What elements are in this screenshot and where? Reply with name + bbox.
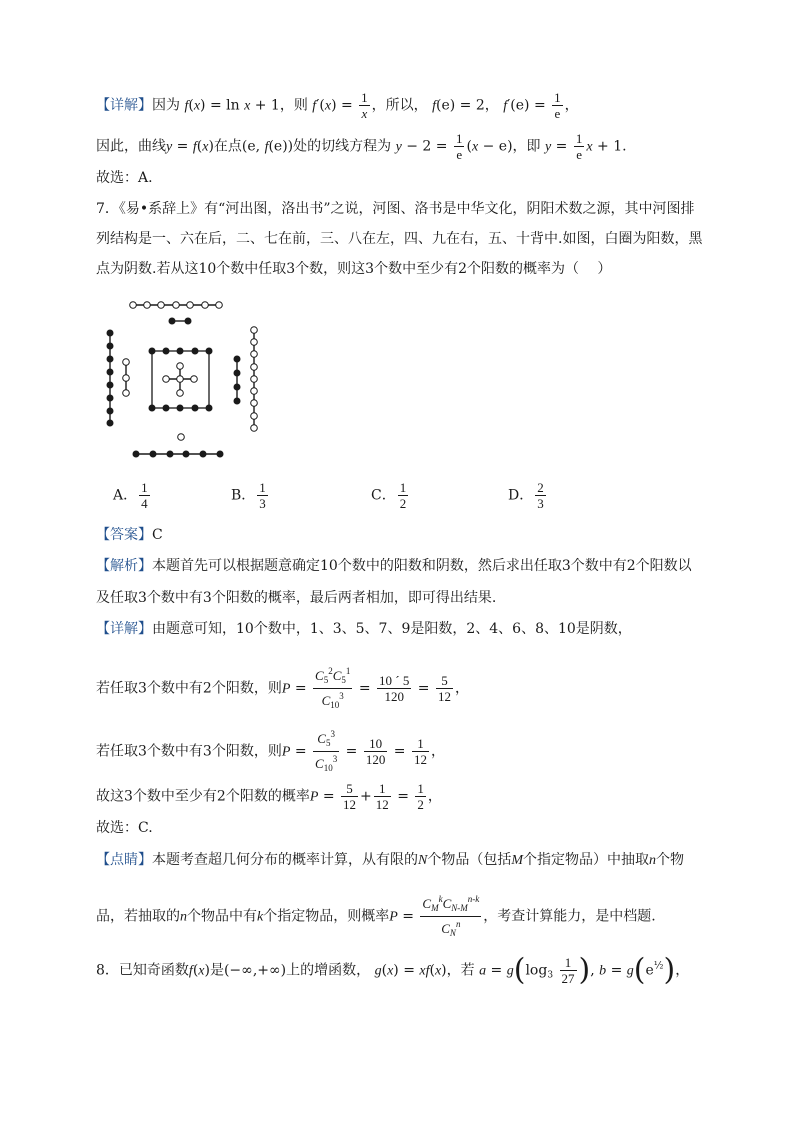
answer-line: 【答案】C xyxy=(96,527,163,543)
q7-stem-line1: 7．《易•系辞上》有“河出图，洛出书”之说，河图、洛书是中华文化，阴阳术数之源，其中河图排 xyxy=(96,201,695,217)
analysis-line2: 及任取3个数中有3个阳数的概率，最后两者相加，即可得出结果. xyxy=(96,590,497,606)
q7-stem-line2: 列结构是一、六在后，二、七在前，三、八在左，四、九在右，五、十背中.如图，白圈为阳数，黑 xyxy=(96,231,703,247)
comment-line2: 品，若抽取的n个物品中有k个指定物品，则概率P = $\frac{C_M^kC_{N-M}^{n-k}}{C_N^n}$ ，考查计算能力，是中档题. xyxy=(96,894,656,938)
q7-detail-line1: 【详解】由题意可知，10个数中，1、3、5、7、9是阳数，2、4、6、8、10是阴数， xyxy=(96,621,632,637)
detail-label: 【详解】 xyxy=(96,97,152,114)
q8-stem: 8．已知奇函数f(x)是(−∞,+∞)上的增函数， g(x) = xf(x)，若 $a = g(\log_3$ $\frac{1}{27}$ ), $b = g(e^{\frac{1}{2}})$， xyxy=(96,952,690,988)
comment-line1: 【点睛】本题考查超几何分布的概率计算，从有限的N个物品（包括M个指定物品）中抽取n个物 xyxy=(96,852,685,868)
hetu-diagram xyxy=(96,292,276,464)
q7-case2-line: 若任取3个数中有2个阳数，则P = $\frac{C_5^2C_5^1}{C_{10}^3}$ = $\frac{10 ´ 5}{120}$ = $\frac{5}{12}$ ， xyxy=(96,666,469,710)
left-black-chain xyxy=(107,330,114,427)
answer-value: C xyxy=(152,527,163,543)
bottom-white-dot xyxy=(178,434,185,441)
top-black-pair xyxy=(169,318,192,325)
q7-choice: 故选：C. xyxy=(96,820,153,836)
center-white-cross xyxy=(163,363,198,397)
right-white-chain xyxy=(251,327,258,432)
q6-detail-line: 【详解】因为 f(x) = ln x + 1，则 f′(x) = $\frac{1}{x}$ ，所以， f(e) = 2， f′(e) = $\frac{1}{e}$ ， xyxy=(96,90,579,121)
q7-stem-line3: 点为阴数.若从这10个数中任取3个数，则这3个数中至少有2个阳数的概率为（ ） xyxy=(96,261,612,277)
q7-case3-line: 若任取3个数中有3个阳数，则P = $\frac{C_5^3}{C_{10}^3}$ = $\frac{10}{120}$ = $\frac{1}{12}$ ， xyxy=(96,729,445,773)
analysis-line1: 【解析】本题首先可以根据题意确定10个数中的阳数和阴数，然后求出任取3个数中有2个阳数以 xyxy=(96,558,692,574)
bottom-black-chain xyxy=(133,451,224,458)
left-white-chain xyxy=(123,359,130,397)
option-b[interactable]: B． $\frac{1}{3}$ xyxy=(231,480,266,511)
option-c[interactable]: C． $\frac{1}{2}$ xyxy=(371,480,407,511)
right-black-chain xyxy=(234,356,241,405)
q6-choice: 故选：A. xyxy=(96,170,153,186)
top-white-chain xyxy=(130,302,223,309)
option-d[interactable]: D． $\frac{2}{3}$ xyxy=(508,480,544,511)
option-a[interactable]: A． $\frac{1}{4}$ xyxy=(113,480,148,511)
q7-sum-line: 故这3个数中至少有2个阳数的概率P = $\frac{5}{12}$ + $\frac{1}{12}$ = $\frac{1}{2}$ ， xyxy=(96,781,442,812)
q6-tangent-line: 因此，曲线y = f(x)在点(e, f(e))处的切线方程为 y − 2 = $\frac{1}{e}$ (x − e)，即 y = $\frac{1}{e}$ x + 1. xyxy=(96,131,627,162)
